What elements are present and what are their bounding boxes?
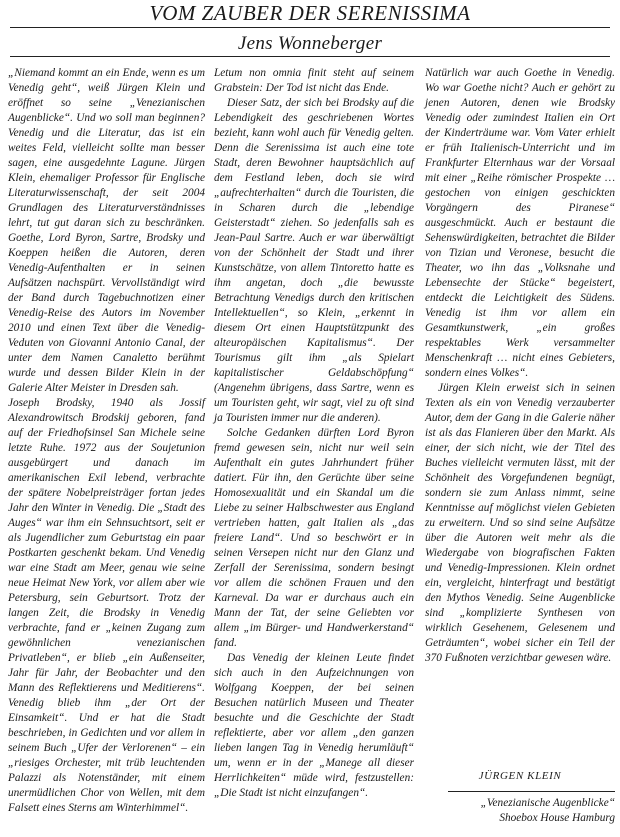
- title-rule: [10, 27, 610, 28]
- paragraph: „Niemand kommt an ein Ende, wenn es um Venedig geht“, weiß Jürgen Klein und eröffnet so seine „Venezianischen Augenblicke“. Und wo soll man beginnen? Venedig und die Literatur, das ist ein weites Feld, vielleicht sollte man besser sagen, eine ausgedehnte Lagune. Jürgen Klein, ehemaliger Professor für Englische Literaturwissenschaft, der seit 2004 Grundlagen des Literaturverständnisses lehrt, tut gut daran sich zu beschränken. Goethe, Lord Byron, Sartre, Brodsky und Koeppen heißen die Autoren, deren Venedig-Aufenthalten er in seinen Aufsätzen nachspürt. Vervollständigt wird der Band durch Tagebuchnotizen einer Venedig-Reise des Autors im November 2010 und einen Text über die Venedig-Veduten von Giovanni Antonio Canal, der unter dem Namen Canaletto berühmt wurde und dessen Bilder Klein in der Galerie Alter Meister in Dresden sah.: [8, 67, 205, 394]
- author-rule: [10, 56, 610, 57]
- paragraph: Joseph Brodsky, 1940 als Jossif Alexandrowitsch Brodskij geboren, fand auf der Friedhofsinsel San Michele seine letzte Ruhe. 1972 aus der Soujetunion ausgebürgert und danach im amerikanischen Exil lebend, verbrachte der spätere Nobelpreisträger fortan jedes Jahr den Winter in Venedig. Die „Stadt des Auges“ war ihm ein Sehnsuchtsort, seit er als Jugendlicher zum Geburtstag ein paar Postkarten geschenkt bekam. Und Venedig war eine Stadt am Meer, genau wie seine neue Heimat New York, vor allem aber wie Petersburg, sein Geburtsort. Trotz der langen Zeit, die Brodsky in Venedig verbrachte, fand er „keinen Zugang zum gewöhnlichen venezianischen Privatleben“, er blieb „ein Außenseiter, Jahr für Jahr, der Beobachter und den Mann des Reflektierens und Meditierens“. Venedig blieb ihm „der Ort der Einsamkeit“. Und er hat die Stadt beschrieben, in Gedichten und vor allem in seinem Buch „Ufer der Verlorenen“ – ein „riesiges Orchester, mit trüb leuchtenden Palazzi als Notenständer, mit einem unermüdlichen Chor von Wellen, mit dem Falsett eines Sterns am Winterhimmel“.: [8, 397, 205, 814]
- reviewed-author-signature: JÜRGEN KLEIN: [478, 770, 562, 782]
- paragraph: Dieser Satz, der sich bei Brodsky auf die Lebendigkeit des geschriebenen Wortes bezieht, kann wohl auch für Venedig gelten. Denn die Serenissima ist auch eine tote Stadt, deren Bewohner hauptsächlich auf dem Festland leben, doch sie wird „aufrechterhalten“ durch die Touristen, die in Scharen durch die „lebendige Geisterstadt“ ziehen. So jedenfalls sah es Jean-Paul Sartre. Auch er war überwältigt von der Schönheit der Stadt und ihrer Kunstschätze, von allem Tintoretto hatte es ihm angetan, doch „die bewusste Betrachtung Venedigs durch den kritischen Intellektuellen“, so Klein, „erkennt in diesem Ort einen Hauptstützpunkt des alteuropäischen Kapitalismus“. Der Tourismus gilt ihm „als Spielart kapitalistischer Geldabschöpfung“ (Angenehm übrigens, dass Sartre, wenn es um Touristen geht, wir sagt, viel zu oft sind ja Touristen immer nur die anderen).: [214, 97, 414, 424]
- article-author: Jens Wonneberger: [237, 33, 383, 54]
- column-3: [425, 66, 615, 666]
- book-title: „Venezianische Augenblicke“: [480, 797, 615, 809]
- paragraph: Natürlich war auch Goethe in Venedig. Wo war Goethe nicht? Auch er gehört zu jenen Autoren, denen wie Brodsky Venedig oder zumindest Italien ein Ort der Kinderträume war. Vom Vater erhielt er früh Italienisch-Unterricht und im Frankfurter Elternhaus war der Vorsaal mit einer „Reihe römischer Prospekte … gestochen von einigen geschickten Vorgängern des Piranese“ ausgeschmückt. Auch er bestaunt die Sehenswürdigkeiten, betrachtet die Bilder von Tizian und Veronese, besucht die Theater, wo ihn das „Volksnahe und Lebensechte der Stücke“ begeistert, entdeckt die Leichtigkeit des Südens. Venedig ist ihm vor allem ein Gesamtkunstwerk, „ein großes respektables Werk versammelter Menschenkraft … nicht eines Gebieters, sondern eines Volkes“.: [425, 67, 615, 379]
- book-publisher: Shoebox House Hamburg: [499, 812, 615, 824]
- column-1: [8, 66, 205, 816]
- paragraph: Solche Gedanken dürften Lord Byron fremd gewesen sein, nicht nur weil sein Aufenthalt ein gutes Jahrhundert früher datiert. Für ihn, den Gerüchte über seine Homosexualität und ein Skandal um die Liebe zu seiner Halbschwester aus England vertrieben hatten, galt Italien als „das freiere Land“. Und so beschwört er in seinen Versepen nicht nur den Glanz und Zerfall der Serenissima, sondern besingt vor allem die schönen Frauen und den Karneval. Da war er durchaus auch ein Mann der Tat, der seine Geliebten vor allem „im Bürger- und Handwerkerstand“ fand.: [214, 427, 414, 649]
- column-2: [214, 66, 414, 801]
- paragraph: Letum non omnia finit steht auf seinem Grabstein: Der Tod ist nicht das Ende.: [214, 67, 414, 94]
- article-title: VOM ZAUBER DER SERENISSIMA: [149, 1, 471, 25]
- paragraph: Jürgen Klein erweist sich in seinen Texten als ein von Venedig verzauberter Autor, dem der Gang in die Galerie näher ist als das Flanieren über den Markt. Als einer, der sich nicht, wie der Titel des Buches vielleicht vermuten lässt, mit der Schönheit des Vorgefundenen begnügt, sondern sie zum Anlass nimmt, seine Kenntnisse auf möglichst vielen Gebieten zu erweitern. Und so sind seine Aufsätze über die Autoren weit mehr als die Wiedergabe von biografischen Fakten und Venedig-Impressionen. Klein ordnet ein, vergleicht, hinterfragt und bestätigt den Mythos Venedig. Seine Augenblicke sind „komplizierte Synthesen von wirklich Gesehenem, Gelesenem und Geträumten“, wobei sicher ein Teil der 370 Fußnoten verzichtbar gewesen wäre.: [425, 382, 615, 664]
- paragraph: Das Venedig der kleinen Leute findet sich auch in den Aufzeichnungen von Wolfgang Koeppen, der bei seinen Besuchen natürlich Museen und Theater besuchte und die Geschichte der Stadt reflektierte, aber vor allem „den ganzen lieben langen Tag in Venedig herumläuft“ um, wenn er in der „Manege all dieser Herrlichkeiten“ müde wird, festzustellen: „Die Stadt ist nicht einzufangen“.: [214, 652, 414, 799]
- credit-rule: [448, 791, 615, 792]
- book-credit: [425, 796, 615, 826]
